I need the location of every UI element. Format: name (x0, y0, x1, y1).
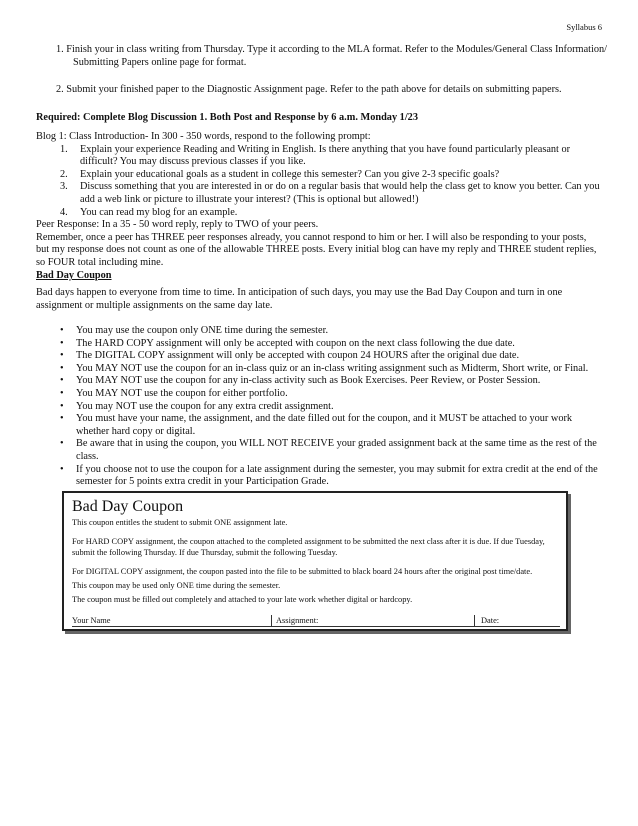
blog-prompt-list (36, 144, 602, 220)
list-item: • You must have your name, the assignment, and the date filled out for the coupon, and it MUST be attached to your work whether hard copy or digital. (36, 413, 602, 438)
coupon-line: For HARD COPY assignment, the coupon attached to the completed assignment to be submitted the next class after it is due. If due Tuesday, submit the following Thursday. If due Thursday, submit the following Tuesday. (72, 537, 545, 557)
coupon-title: Bad Day Coupon (72, 498, 184, 515)
list-item: 4. You can read my blog for an example. (60, 206, 238, 218)
list-item: • The DIGITAL COPY assignment will only be accepted with coupon 24 HOURS after the original due date. (36, 350, 602, 363)
list-item: • Be aware that in using the coupon, you WILL NOT RECEIVE your graded assignment back at the same time as the rest of the class. (36, 438, 602, 463)
coupon-line: For DIGITAL COPY assignment, the coupon pasted into the file to be submitted to black board 24 hours after the original post time/date. (72, 567, 533, 576)
name-field-label: Your Name (72, 616, 111, 625)
bad-day-heading: Bad Day Coupon (36, 270, 112, 281)
required-heading: Required: Complete Blog Discussion 1. Both Post and Response by 6 a.m. Monday 1/23 (36, 112, 418, 123)
coupon-box (62, 491, 568, 631)
list-item: 1. Explain your experience Reading and Writing in English. Is there anything that you have found particularly pleasant or difficult? You may discuss previous classes if you like. (60, 143, 571, 168)
page-label: Syllabus 6 (566, 22, 602, 32)
signature-line (72, 626, 560, 627)
peer-response: Peer Response: In a 35 - 50 word reply, reply to TWO of your peers. (36, 219, 319, 231)
list-item: • You may use the coupon only ONE time during the semester. (36, 325, 602, 338)
list-item: • You MAY NOT use the coupon for an in-class quiz or an in-class writing assignment such as Midterm, Short write, or Final. (36, 363, 602, 376)
instruction-1: 1. Finish your in class writing from Thursday. Type it according to the MLA format. Refer to the Modules/General Class Information/ Submitting Papers online page for format. (56, 44, 608, 68)
list-item: • You MAY NOT use the coupon for either portfolio. (36, 388, 602, 401)
list-item: • You MAY NOT use the coupon for any in-class activity such as Book Exercises. Peer Review, or Poster Session. (36, 375, 602, 388)
list-item: • If you choose not to use the coupon for a late assignment during the semester, you may submit for extra credit at the end of the semester for 5 points extra credit in your Participation Grade. (36, 464, 602, 489)
coupon-line: This coupon may be used only ONE time during the semester. (72, 581, 281, 590)
date-field-label: Date: (481, 616, 500, 625)
coupon-line: This coupon entitles the student to submit ONE assignment late. (72, 518, 288, 527)
list-item: 2. Explain your educational goals as a student in college this semester? Can you give 2-3 specific goals? (60, 168, 500, 180)
blog-section (36, 131, 602, 270)
bad-day-intro: Bad days happen to everyone from time to time. In anticipation of such days, you may use the Bad Day Coupon and turn in one assignment or multiple assignments on the same day late. (36, 287, 563, 311)
coupon-signature-row (72, 615, 560, 627)
bad-day-rules (36, 325, 602, 489)
blog-intro: Blog 1: Class Introduction- In 300 - 350 words, respond to the following prompt: (36, 131, 371, 142)
list-item: 3. Discuss something that you are interested in or do on a regular basis that would help the class get to know you better. Can you add a web link or picture to illustrate your interest? (This is optional but allowed!) (60, 181, 600, 205)
instruction-2: 2. Submit your finished paper to the Diagnostic Assignment page. Refer to the path above for details on submitting papers. (56, 84, 562, 95)
assignment-field-label: Assignment: (276, 616, 319, 625)
remember-note: Remember, once a peer has THREE peer responses already, you cannot respond to him or her. I will also be responding to your posts, but my response does not count as one of the allowable THREE posts. Every initial blog can have my reply and THREE student replies, so FOUR total including mine. (36, 231, 597, 268)
list-item: • The HARD COPY assignment will only be accepted with coupon on the next class following the due date. (36, 338, 602, 351)
coupon-line: The coupon must be filled out completely and attached to your late work whether digital or hardcopy. (72, 595, 413, 604)
list-item: • You may NOT use the coupon for any extra credit assignment. (36, 401, 602, 414)
